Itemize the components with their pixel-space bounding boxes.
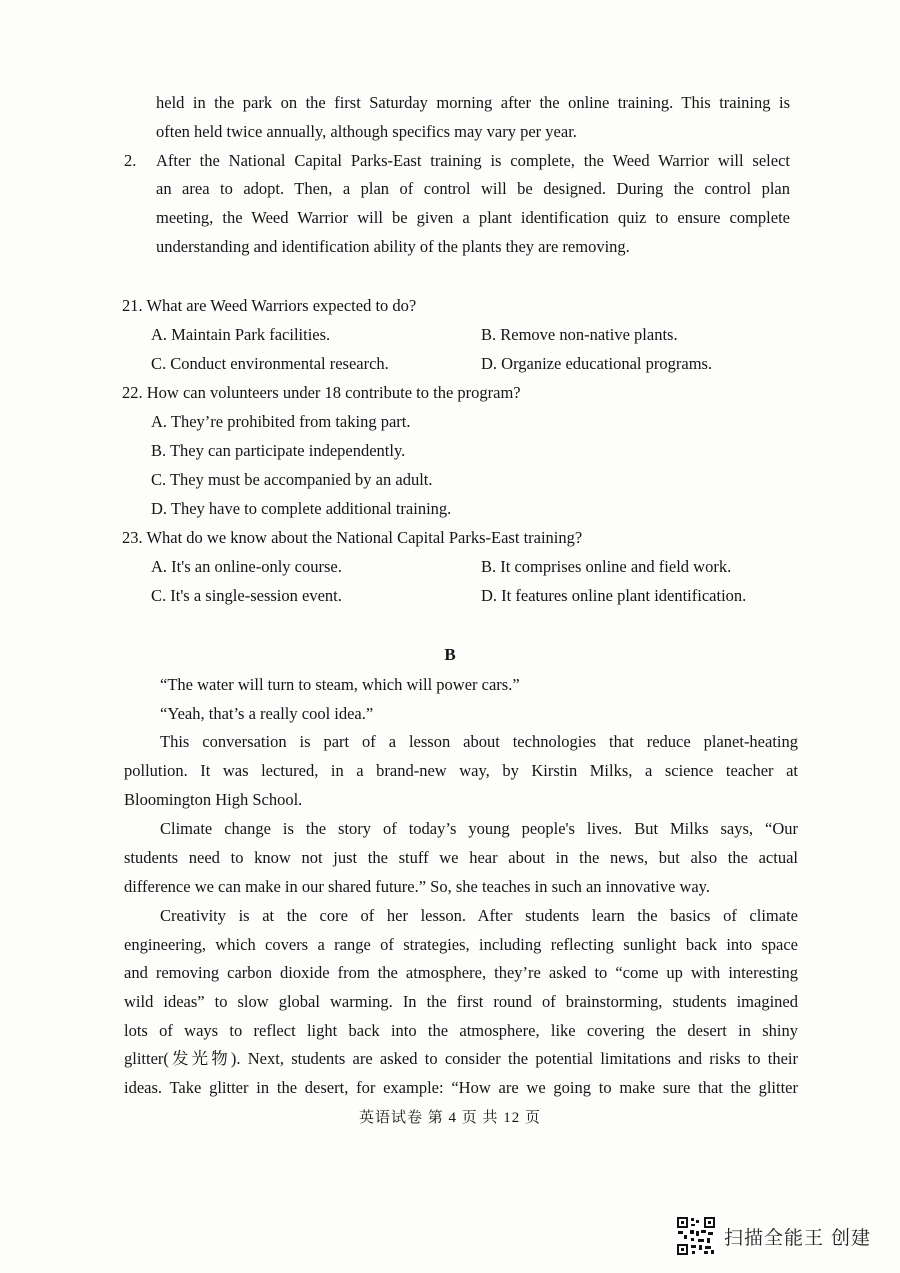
list-item-number: 2. (124, 151, 137, 170)
text-line: ideas. Take glitter in the desert, for example: “How are we going to make sure that the glitter (124, 1078, 798, 1097)
text-line: lots of ways to reflect light back into the atmosphere, like covering the desert in shiny (124, 1021, 798, 1040)
scanner-text: 扫描全能王 创建 (724, 1226, 872, 1249)
text-line: understanding and identification ability of the plants they are removing. (156, 237, 630, 256)
text-line: an area to adopt. Then, a plan of control will be designed. During the control plan (156, 179, 790, 198)
text-line: difference we can make in our shared future.” So, she teaches in such an innovative way. (124, 877, 710, 896)
text-line: glitter(发光物). Next, students are asked to consider the potential limitations and risks to their (124, 1049, 798, 1068)
text-line: often held twice annually, although specifics may vary per year. (156, 122, 577, 141)
option-a: A. They’re prohibited from taking part. (151, 412, 411, 431)
option-b: B. Remove non-native plants. (481, 325, 678, 344)
text-line: Bloomington High School. (124, 790, 303, 809)
text-line: wild ideas” to slow global warming. In the first round of brainstorming, students imagined (124, 992, 798, 1011)
question-stem: 23. What do we know about the National Capital Parks-East training? (122, 528, 583, 547)
question-stem: 22. How can volunteers under 18 contribute to the program? (122, 383, 521, 402)
option-d: D. Organize educational programs. (481, 354, 713, 373)
option-b: B. They can participate independently. (151, 441, 406, 460)
text-line: meeting, the Weed Warrior will be given a plant identification quiz to ensure complete (156, 208, 790, 227)
option-d: D. It features online plant identification. (481, 586, 747, 605)
text-line: This conversation is part of a lesson about technologies that reduce planet-heating (160, 732, 798, 751)
text-line: Climate change is the story of today’s young people's lives. But Milks says, “Our (160, 819, 798, 838)
text-line: held in the park on the first Saturday morning after the online training. This training is (156, 93, 790, 112)
text-line: and removing carbon dioxide from the atmosphere, they’re asked to “come up with interesting (124, 963, 798, 982)
option-d: D. They have to complete additional training. (151, 499, 452, 518)
text-line: “The water will turn to steam, which will power cars.” (160, 675, 520, 694)
text-line: Creativity is at the core of her lesson. After students learn the basics of climate (160, 906, 798, 925)
qr-code-icon (676, 1216, 716, 1256)
option-c: C. Conduct environmental research. (151, 354, 389, 373)
option-c: C. It's a single-session event. (151, 586, 342, 605)
text-line: pollution. It was lectured, in a brand-new way, by Kirstin Milks, a science teacher at (124, 761, 798, 780)
text-line: engineering, which covers a range of strategies, including reflecting sunlight back into space (124, 935, 798, 954)
question-stem: 21. What are Weed Warriors expected to do? (122, 296, 417, 315)
page-footer: 英语试卷 第 4 页 共 12 页 (358, 1110, 541, 1126)
option-b: B. It comprises online and field work. (481, 557, 732, 576)
text-line: students need to know not just the stuff we hear about in the news, but also the actual (124, 848, 798, 867)
option-c: C. They must be accompanied by an adult. (151, 470, 433, 489)
option-a: A. Maintain Park facilities. (151, 325, 331, 344)
section-heading: B (444, 645, 456, 664)
text-line: After the National Capital Parks-East training is complete, the Weed Warrior will select (156, 151, 790, 170)
text-line: “Yeah, that’s a really cool idea.” (160, 704, 374, 723)
scanner-watermark (676, 1216, 871, 1256)
option-a: A. It's an online-only course. (151, 557, 342, 576)
